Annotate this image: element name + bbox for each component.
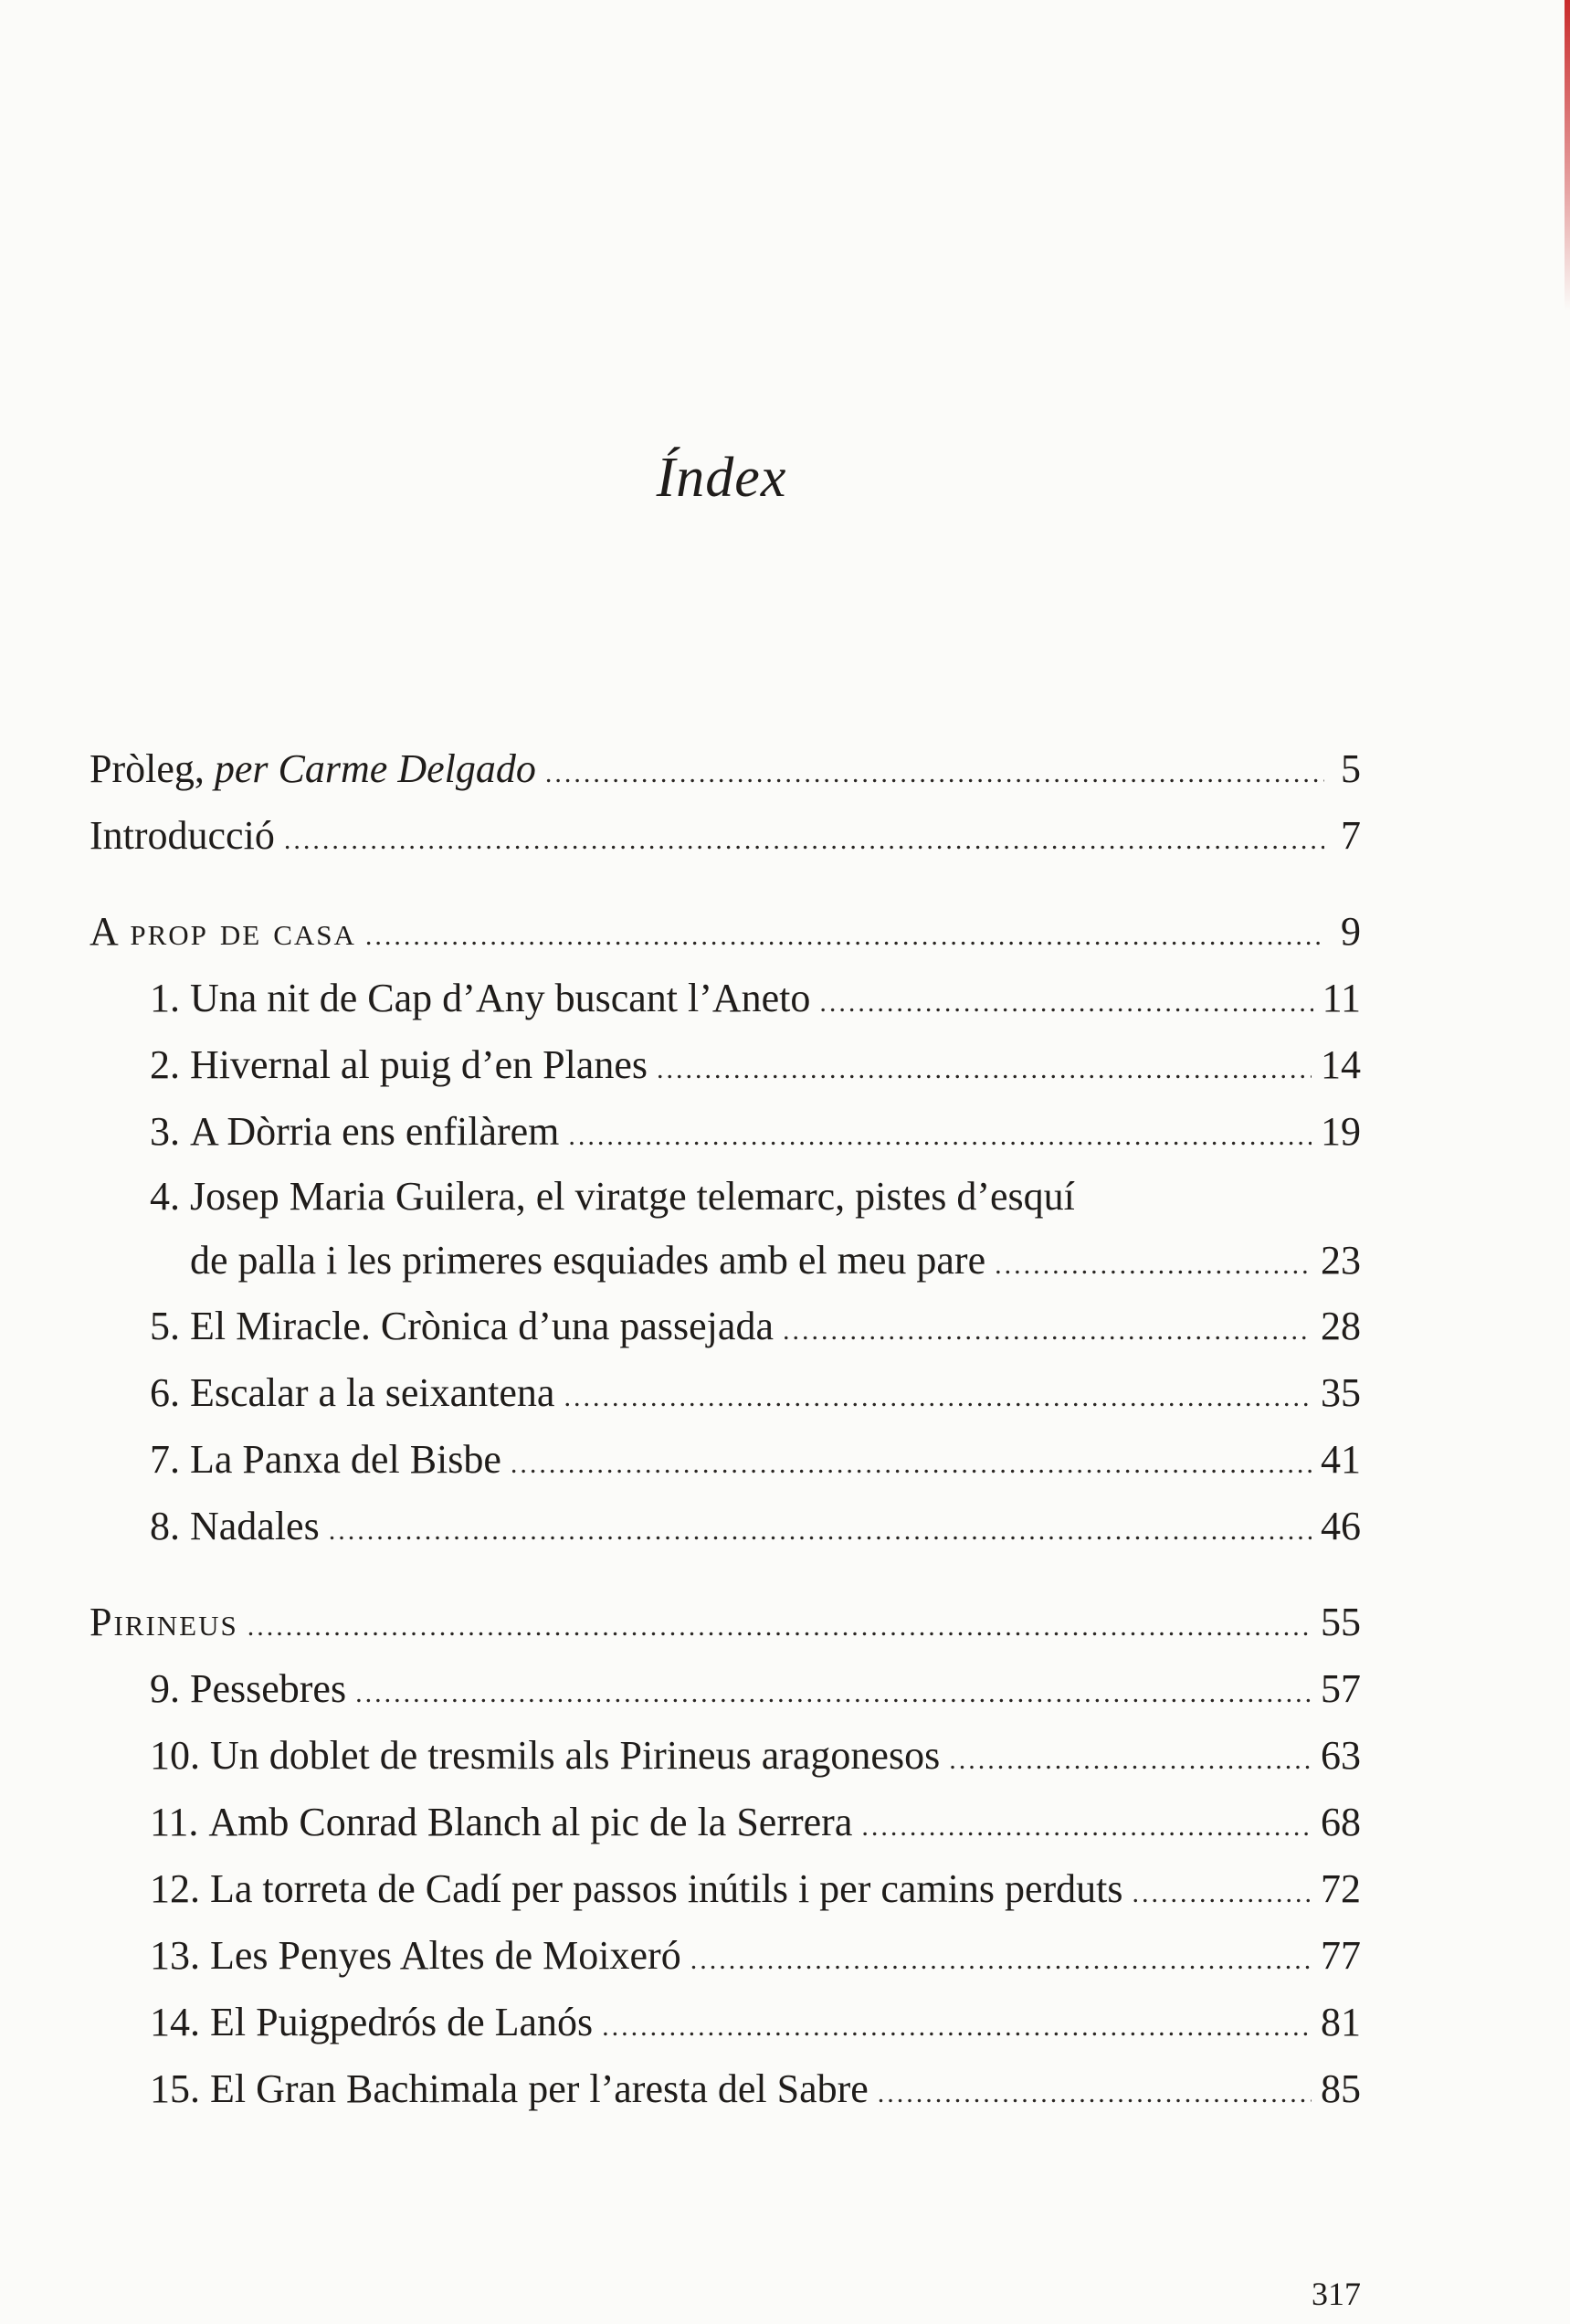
toc-chapter[interactable] [90, 2055, 1361, 2122]
toc-section-a-prop-de-casa[interactable] [90, 898, 1361, 965]
page-folio: 317 [1312, 2276, 1361, 2312]
section-label: A prop de casa [90, 909, 356, 954]
page-number: 14 [1321, 1042, 1361, 1087]
chapter-number: 12. [150, 1866, 200, 1911]
chapter-title: Amb Conrad Blanch al pic de la Serrera [208, 1800, 853, 1844]
chapter-title: Josep Maria Guilera, el viratge telemarc, pistes d’esquí [190, 1174, 1075, 1219]
chapter-title: Escalar a la seixantena [190, 1370, 555, 1415]
toc-chapter[interactable] [90, 965, 1361, 1031]
chapter-title: La Panxa del Bisbe [190, 1437, 501, 1482]
chapter-title: Pessebres [190, 1666, 347, 1711]
toc-entry-label: Introducció [90, 813, 275, 858]
chapter-number: 10. [150, 1733, 200, 1778]
toc-chapter[interactable] [90, 1359, 1361, 1426]
toc-chapter[interactable] [90, 1098, 1361, 1165]
toc-entry-proleg[interactable] [90, 735, 1361, 802]
chapter-title: El Miracle. Crònica d’una passejada [190, 1304, 774, 1348]
dot-leader [564, 1364, 1312, 1431]
dot-leader [949, 1727, 1312, 1793]
chapter-number: 4. [150, 1174, 180, 1219]
toc-chapter[interactable] [90, 1722, 1361, 1789]
toc-chapter[interactable] [90, 1922, 1361, 1989]
chapter-number: 7. [150, 1437, 180, 1482]
toc-chapter[interactable] [90, 1855, 1361, 1922]
page-number: 63 [1321, 1733, 1361, 1778]
page-number: 85 [1321, 2066, 1361, 2111]
page-number: 11 [1322, 976, 1361, 1020]
page-title: Índex [656, 447, 787, 509]
chapter-number: 11. [150, 1800, 199, 1844]
dot-leader [657, 1036, 1312, 1103]
chapter-number: 1. [150, 976, 180, 1020]
chapter-number: 8. [150, 1504, 180, 1548]
page-number: 57 [1321, 1666, 1361, 1711]
page-number: 28 [1321, 1304, 1361, 1348]
section-label: Pirineus [90, 1600, 238, 1644]
chapter-number: 9. [150, 1666, 180, 1711]
dot-leader [783, 1297, 1312, 1364]
page-number: 81 [1321, 2000, 1361, 2044]
dot-leader [284, 807, 1324, 873]
chapter-number: 13. [150, 1933, 200, 1978]
chapter-number: 3. [150, 1109, 180, 1154]
toc-chapter[interactable] [90, 1293, 1361, 1359]
dot-leader [602, 1993, 1312, 2060]
chapter-title: de palla i les primeres esquiades amb el meu pare [190, 1238, 986, 1283]
chapter-title: A Dòrria ens enfilàrem [190, 1109, 560, 1154]
toc-chapter[interactable] [90, 1426, 1361, 1493]
chapter-title: El Gran Bachimala per l’aresta del Sabre [210, 2066, 869, 2111]
page-edge [1565, 0, 1570, 311]
chapter-number: 15. [150, 2066, 200, 2111]
toc-chapter[interactable] [90, 1493, 1361, 1559]
dot-leader [995, 1233, 1312, 1297]
page-number: 23 [1321, 1238, 1361, 1283]
dot-leader [365, 903, 1324, 969]
page-number: 55 [1321, 1600, 1361, 1644]
page-number: 19 [1321, 1109, 1361, 1154]
page-number: 7 [1341, 813, 1361, 858]
chapter-title: Un doblet de tresmils als Pirineus aragonesos [210, 1733, 941, 1778]
toc-section-pirineus[interactable] [90, 1589, 1361, 1655]
dot-leader [511, 1431, 1312, 1497]
chapter-title: Les Penyes Altes de Moixeró [210, 1933, 681, 1978]
table-of-contents [90, 735, 1361, 2122]
dot-leader [355, 1660, 1312, 1727]
chapter-number: 2. [150, 1042, 180, 1087]
dot-leader [329, 1497, 1312, 1564]
chapter-title: El Puigpedrós de Lanós [210, 2000, 594, 2044]
chapter-title-line-2 [90, 1229, 1361, 1293]
chapter-number: 5. [150, 1304, 180, 1348]
dot-leader [568, 1103, 1312, 1169]
dot-leader [1133, 1860, 1312, 1927]
page-number: 46 [1321, 1504, 1361, 1548]
dot-leader [819, 969, 1312, 1036]
chapter-title: Hivernal al puig d’en Planes [190, 1042, 648, 1087]
chapter-title: Una nit de Cap d’Any buscant l’Aneto [190, 976, 811, 1020]
page-number: 77 [1321, 1933, 1361, 1978]
dot-leader [248, 1593, 1312, 1660]
toc-chapter[interactable] [90, 1789, 1361, 1855]
toc-chapter[interactable] [90, 1655, 1361, 1722]
chapter-title: La torreta de Cadí per passos inútils i per camins perduts [210, 1866, 1123, 1911]
toc-chapter[interactable] [90, 1989, 1361, 2055]
chapter-title-line-1 [90, 1165, 1361, 1229]
toc-entry-label: Pròleg, per Carme Delgado [90, 746, 536, 791]
dot-leader [878, 2060, 1312, 2127]
page-number: 68 [1321, 1800, 1361, 1844]
page-number: 72 [1321, 1866, 1361, 1911]
dot-leader [545, 740, 1324, 807]
page-number: 9 [1341, 909, 1361, 954]
page-number: 5 [1341, 746, 1361, 791]
chapter-title: Nadales [190, 1504, 320, 1548]
toc-chapter[interactable] [90, 1165, 1361, 1293]
chapter-number: 14. [150, 2000, 200, 2044]
page-number: 35 [1321, 1370, 1361, 1415]
toc-chapter[interactable] [90, 1031, 1361, 1098]
page-number: 41 [1321, 1437, 1361, 1482]
toc-entry-introduccio[interactable] [90, 802, 1361, 869]
dot-leader [690, 1927, 1312, 1993]
chapter-number: 6. [150, 1370, 180, 1415]
dot-leader [861, 1793, 1312, 1860]
